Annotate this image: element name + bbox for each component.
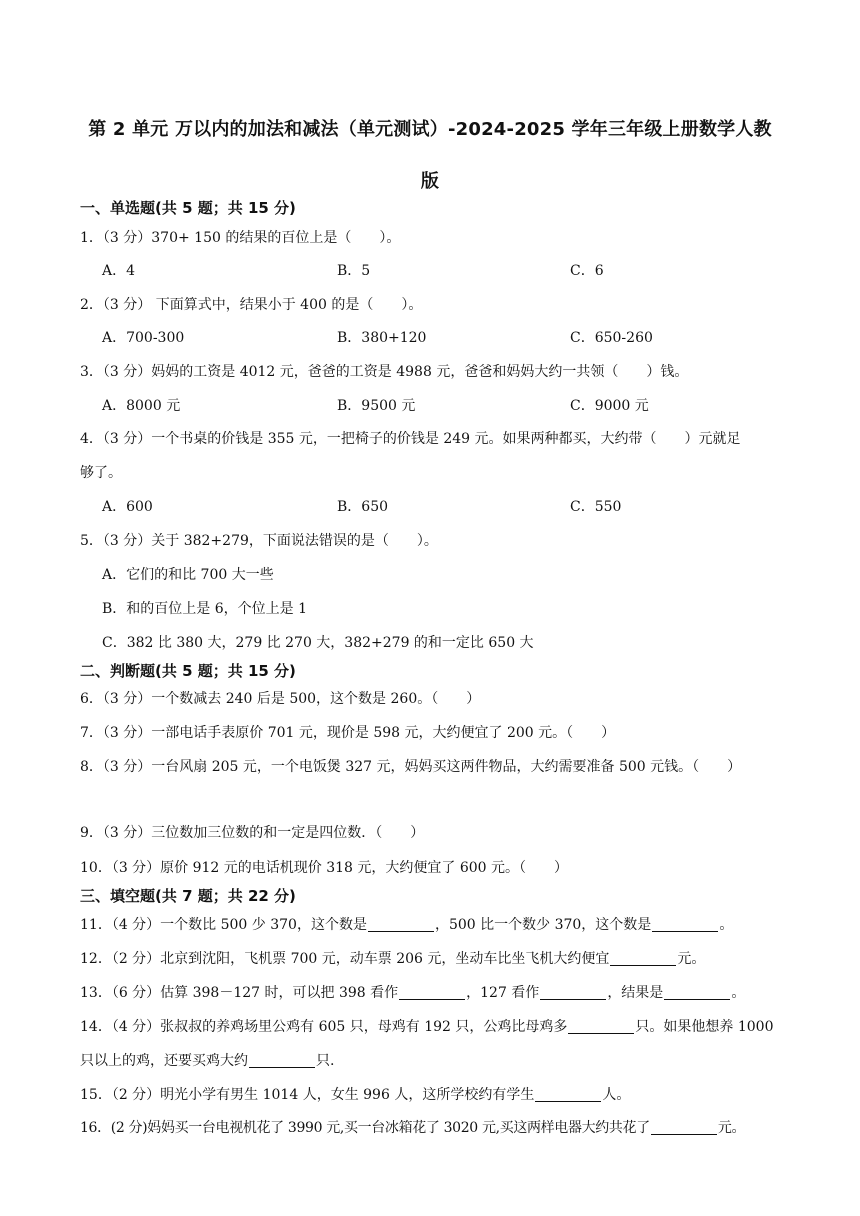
question-9: 9．（3 分）三位数加三位数的和一定是四位数．（ ） <box>80 825 425 841</box>
q14-part-2: 只。如果他想养 1000 <box>635 1019 774 1035</box>
q12-part-2: 元。 <box>677 951 706 967</box>
q3-option-c: C．9000 元 <box>570 398 649 414</box>
question-13 <box>80 982 745 1002</box>
q13-part-1: 13．（6 分）估算 398－127 时，可以把 398 看作 <box>80 985 399 1001</box>
answer-blank[interactable] <box>368 917 434 932</box>
q3-option-b: B．9500 元 <box>337 398 416 414</box>
q5-option-c: C．382 比 380 大，279 比 270 大，382+279 的和一定比 650 大 <box>102 635 534 651</box>
q5-option-a: A．它们的和比 700 大一些 <box>102 567 274 583</box>
q13-part-4: 。 <box>731 985 746 1001</box>
q1-option-a: A．4 <box>102 263 136 279</box>
q1-option-b: B．5 <box>337 263 371 279</box>
answer-blank[interactable] <box>535 1087 601 1102</box>
q13-part-3: ，结果是 <box>607 985 664 1001</box>
question-11 <box>80 914 733 934</box>
q11-part-3: 。 <box>719 917 734 933</box>
q16-part-2: 元。 <box>717 1120 746 1136</box>
section-heading-fill-blank: 三、填空题(共 7 题；共 22 分) <box>80 887 296 905</box>
answer-blank[interactable] <box>652 917 718 932</box>
question-4-line-2: 够了。 <box>80 465 122 481</box>
q3-option-a: A．8000 元 <box>102 398 181 414</box>
q4-option-c: C．550 <box>570 499 622 515</box>
q12-part-1: 12．（2 分）北京到沈阳，飞机票 700 元，动车票 206 元，坐动车比坐飞机大约便宜 <box>80 951 610 967</box>
q2-option-b: B．380+120 <box>337 330 427 346</box>
question-14-line-2 <box>80 1050 334 1070</box>
q13-part-2: ，127 看作 <box>466 985 540 1001</box>
question-4-line-1: 4．（3 分）一个书桌的价钱是 355 元，一把椅子的价钱是 249 元。如果两种都买，大约带（ ）元就足 <box>80 431 741 447</box>
question-2: 2．（3 分） 下面算式中，结果小于 400 的是（ ）。 <box>80 297 423 313</box>
answer-blank[interactable] <box>651 1120 717 1135</box>
q16-part-1: 16．(2 分)妈妈买一台电视机花了 3990 元,买一台冰箱花了 3020 元,买这两样电器大约共花了 <box>80 1120 650 1136</box>
answer-blank[interactable] <box>568 1019 634 1034</box>
q2-option-a: A．700-300 <box>102 330 185 346</box>
question-8: 8．（3 分）一台风扇 205 元，一个电饭煲 327 元，妈妈买这两件物品，大约需要准备 500 元钱。（ ） <box>80 759 742 775</box>
q14-part-3: 只以上的鸡，还要买鸡大约 <box>80 1053 248 1069</box>
answer-blank[interactable] <box>610 951 676 966</box>
q2-option-c: C．650-260 <box>570 330 653 346</box>
question-3: 3．（3 分）妈妈的工资是 4012 元，爸爸的工资是 4988 元，爸爸和妈妈大约一共领（ ）钱。 <box>80 364 689 380</box>
title-line-2: 版 <box>420 171 440 192</box>
q4-option-b: B．650 <box>337 499 389 515</box>
q15-part-1: 15．（2 分）明光小学有男生 1014 人，女生 996 人，这所学校约有学生 <box>80 1087 535 1103</box>
q14-part-4: 只. <box>316 1053 335 1069</box>
q14-part-1: 14．（4 分）张叔叔的养鸡场里公鸡有 605 只，母鸡有 192 只，公鸡比母鸡多 <box>80 1019 568 1035</box>
answer-blank[interactable] <box>664 985 730 1000</box>
q11-part-1: 11．（4 分）一个数比 500 少 370，这个数是 <box>80 917 367 933</box>
answer-blank[interactable] <box>399 985 465 1000</box>
q15-part-2: 人。 <box>602 1087 631 1103</box>
answer-blank[interactable] <box>249 1053 315 1068</box>
section-heading-single-choice: 一、单选题(共 5 题；共 15 分) <box>80 199 296 217</box>
question-5: 5．（3 分）关于 382+279，下面说法错误的是（ ）。 <box>80 533 438 549</box>
q1-option-c: C．6 <box>570 263 604 279</box>
answer-blank[interactable] <box>540 985 606 1000</box>
section-heading-true-false: 二、判断题(共 5 题；共 15 分) <box>80 662 296 680</box>
question-12 <box>80 948 705 968</box>
page-title <box>70 104 790 208</box>
question-10: 10．（3 分）原价 912 元的电话机现价 318 元，大约便宜了 600 元。（ ） <box>80 860 569 876</box>
question-14-line-1 <box>80 1016 774 1036</box>
question-15 <box>80 1084 630 1104</box>
question-6: 6．（3 分）一个数减去 240 后是 500，这个数是 260。（ ） <box>80 691 481 707</box>
q4-option-a: A．600 <box>102 499 153 515</box>
question-16 <box>80 1117 745 1137</box>
q11-part-2: ，500 比一个数少 370，这个数是 <box>434 917 652 933</box>
question-1: 1．（3 分）370+ 150 的结果的百位上是（ ）。 <box>80 230 401 246</box>
q5-option-b: B．和的百位上是 6，个位上是 1 <box>102 601 308 617</box>
title-line-1: 第 2 单元 万以内的加法和减法（单元测试）-2024-2025 学年三年级上册数学人教 <box>88 119 772 140</box>
question-7: 7．（3 分）一部电话手表原价 701 元，现价是 598 元，大约便宜了 200 元。（ ） <box>80 725 616 741</box>
